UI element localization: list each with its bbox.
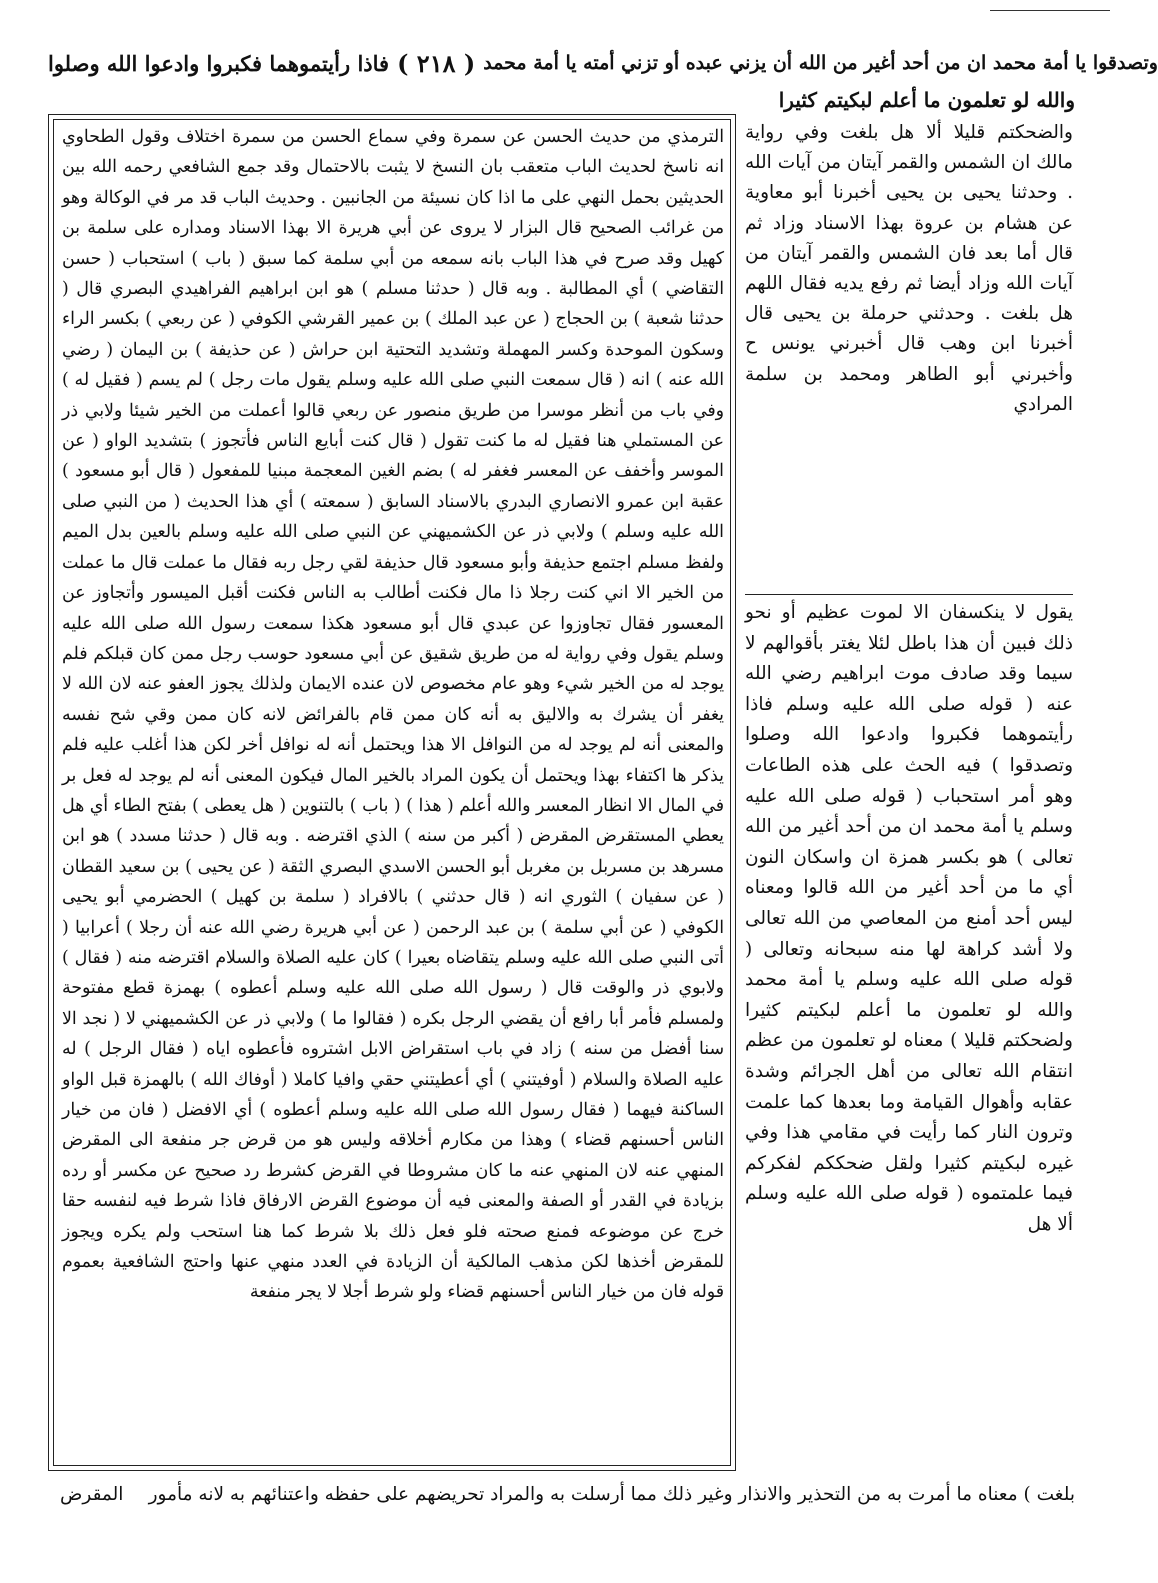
- sidebar-divider: [745, 594, 1073, 595]
- top-rule: [990, 10, 1110, 11]
- footer-text: بلغت ) معناه ما أمرت به من التحذير والانذار وغير ذلك مما أرسلت به والمراد تحريضهم على حفظه واعتنائهم به لانه مأمور: [148, 1484, 1075, 1505]
- sidebar-subheader: والله لو تعلمون ما أعلم لبكيتم كثيرا: [778, 88, 1075, 112]
- page-footer: [60, 1478, 1075, 1514]
- catchword: المقرض: [60, 1484, 124, 1505]
- sidebar-bottom-text: يقول لا ينكسفان الا لموت عظيم أو نحو ذلك فبين أن هذا باطل لئلا يغتر بأقوالهم لا سيما وقد صادف موت ابراهيم رضي الله عنه ( قوله صلى الله عليه وسلم فاذا رأيتموهما فكبروا وادعوا الله وصلوا وتصدقوا ) فيه الحث على هذه الطاعات وهو أمر استحباب ( قوله صلى الله عليه وسلم يا أمة محمد ان من أحد أغير من الله تعالى ) هو بكسر همزة ان واسكان النون أي ما من أحد أغير من الله قالوا ومعناه ليس أحد أمنع من المعاصي من الله تعالى ولا أشد كراهة لها منه سبحانه وتعالى ( قوله صلى الله عليه وسلم يا أمة محمد والله لو تعلمون ما أعلم لبكيتم كثيرا ولضحكتم قليلا ) معناه لو تعلمون من عظم انتقام الله تعالى من أهل الجرائم وشدة عقابه وأهوال القيامة وما بعدها كما علمت وترون النار كما رأيت في مقامي هذا وفي غيره لبكيتم كثيرا ولقل ضحككم لفكركم فيما علمتموه ( قوله صلى الله عليه وسلم ألا هل: [745, 602, 1073, 1235]
- header-right-text: فاذا رأيتموهما فكبروا وادعوا الله وصلوا: [48, 50, 390, 76]
- header-left-text: وتصدقوا يا أمة محمد ان من أحد أغير من الله أن يزني عبده أو تزني أمته يا أمة محمد: [483, 52, 1158, 74]
- main-commentary: الترمذي من حديث الحسن عن سمرة وفي سماع الحسن من سمرة اختلاف وقول الطحاوي انه ناسخ لحديث الباب متعقب بان النسخ لا يثبت بالاحتمال وقد جمع الشافعي رحمه الله بين الحديثين بحمل النهي على ما اذا كان نسيئة من الجانبين . وحديث الباب قد مر في الوكالة وهو من غرائب الصحيح قال البزار لا يروى عن أبي هريرة الا بهذا الاسناد ومداره على سلمة بن كهيل وقد صرح في هذا الباب بانه سمعه من أبي سلمة كما سبق ( باب ) استحباب ( حسن التقاضي ) أي المطالبة . وبه قال ( حدثنا مسلم ) هو ابن ابراهيم الفراهيدي البصري قال ( حدثنا شعبة ) بن الحجاج ( عن عبد الملك ) بن عمير القرشي الكوفي ( عن ربعي ) بكسر الراء وسكون الموحدة وكسر المهملة وتشديد التحتية ابن حراش ( عن حذيفة ) بن اليمان ( رضي الله عنه ) انه ( قال سمعت النبي صلى الله عليه وسلم يقول مات رجل ) لم يسم ( فقيل له ) وفي باب من أنظر موسرا من طريق منصور عن ربعي قالوا أعملت من الخير شيئا ولابي ذر عن المستملي هنا فقيل له ما كنت تقول ( قال كنت أبايع الناس فأتجوز ) بتشديد الواو ( عن الموسر وأخفف عن المعسر فغفر له ) بضم الغين المعجمة مبنيا للمفعول ( قال أبو مسعود ) عقبة ابن عمرو الانصاري البدري بالاسناد السابق ( سمعته ) أي هذا الحديث ( من النبي صلى الله عليه وسلم ) ولابي ذر عن الكشميهني عن النبي صلى الله عليه وسلم بالعين بدل الميم ولفظ مسلم اجتمع حذيفة وأبو مسعود قال حذيفة لقي رجل ربه فقال ما عملت قال ما عملت من الخير الا اني كنت رجلا ذا مال فكنت أطالب به الناس فكنت أقبل الميسور وأتجاوز عن المعسور فقال تجاوزوا عن عبدي قال أبو مسعود هكذا سمعت رسول الله صلى الله عليه وسلم يقول وفي رواية له من طريق شقيق عن أبي مسعود حوسب رجل ممن كان قبلكم فلم يوجد له من الخير شيء وهو عام مخصوص لان عنده الايمان ولذلك يجوز العفو عنه لان الله لا يغفر أن يشرك به والاليق به أنه كان ممن قام بالفرائض لانه كان ممن وقي شح نفسه والمعنى أنه لم يوجد له من النوافل الا هذا ويحتمل أنه له نوافل أخر لكن هذا أغلب عليه فلم يذكر ها اكتفاء بهذا ويحتمل أن يكون المراد بالخير المال فيكون المعنى أنه لم يوجد له فعل بر في المال الا انظار المعسر والله أعلم ( هذا ) ( باب ) بالتنوين ( هل يعطى ) بفتح الطاء أي هل يعطي المستقرض المقرض ( أكبر من سنه ) الذي اقترضه . وبه قال ( حدثنا مسدد ) هو ابن مسرهد بن مسربل بن مغربل أبو الحسن الاسدي البصري الثقة ( عن يحيى ) بن سعيد القطان ( عن سفيان ) الثوري انه ( قال حدثني ) بالافراد ( سلمة بن كهيل ) الحضرمي أبو يحيى الكوفي ( عن أبي سلمة ) بن عبد الرحمن ( عن أبي هريرة رضي الله عنه أن رجلا ) أعرابيا ( أتى النبي صلى الله عليه وسلم يتقاضاه بعيرا ) كان عليه الصلاة والسلام اقترضه منه ( فقال ) ولابوي ذر والوقت قال ( رسول الله صلى الله عليه وسلم أعطوه ) بهمزة قطع مفتوحة ولمسلم فأمر أبا رافع أن يقضي الرجل بكره ( فقالوا ما ) ولابي ذر عن الكشميهني لا ( نجد الا سنا أفضل من سنه ) زاد في باب استقراض الابل اشتروه فأعطوه اياه ( فقال الرجل ) له عليه الصلاة والسلام ( أوفيتني ) أي أعطيتني حقي وافيا كاملا ( أوفاك الله ) بالهمزة قبل الواو الساكنة فيهما ( فقال رسول الله صلى الله عليه وسلم أعطوه ) أي الافضل ( فان من خيار الناس أحسنهم قضاء ) وهذا من مكارم أخلاقه وليس هو من قرض جر منفعة الى المقرض المنهي عنه لان المنهي عنه ما كان مشروطا في القرض كشرط رد صحيح عن مكسر أو رده بزيادة في القدر أو الصفة والمعنى فيه أن موضوع القرض الارفاق فاذا شرط فيه لنفسه حقا خرج عن موضوعه فمنع صحته فلو فعل ذلك بلا شرط كما هنا استحب ولم يكره ويجوز للمقرض أخذها لكن مذهب المالكية أن الزيادة في العدد منهي عنها واحتج الشافعية بعموم قوله فان من خيار الناس أحسنهم قضاء ولو شرط أجلا لا يجر منفعة: [62, 127, 724, 1303]
- sidebar-top-text: والضحكتم قليلا ألا هل بلغت وفي رواية مالك ان الشمس والقمر آيتان من آيات الله . وحدثنا يحيى بن يحيى أخبرنا أبو معاوية عن هشام بن عروة بهذا الاسناد وزاد ثم قال أما بعد فان الشمس والقمر آيتان من آيات الله وزاد أيضا ثم رفع يديه فقال اللهم هل بلغت . وحدثني حرملة بن يحيى قال أخبرنا ابن وهب قال أخبرني يونس ح وأخبرني أبو الطاهر ومحمد بن سلمة المرادي: [745, 122, 1073, 415]
- page-number: ( ٢١٨ ): [397, 48, 476, 78]
- page-header: [48, 44, 1158, 82]
